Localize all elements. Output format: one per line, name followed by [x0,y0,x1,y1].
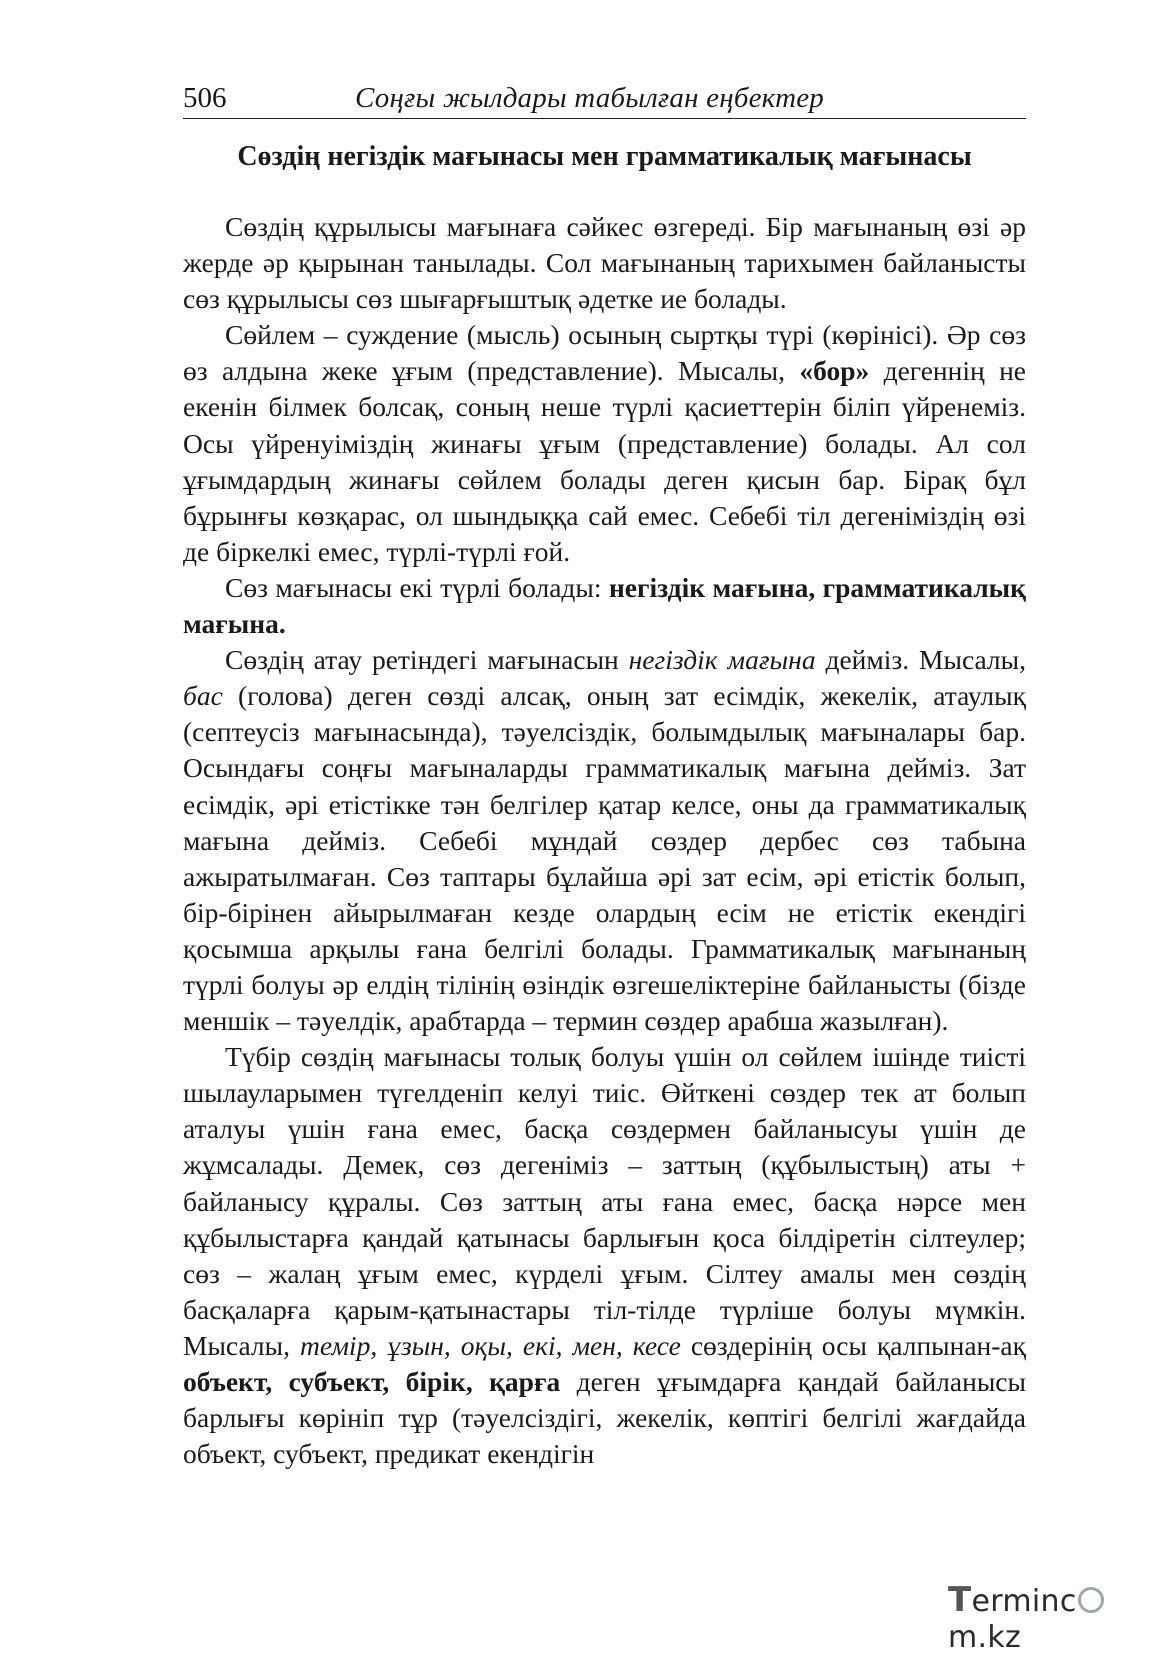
italic-term: негіздік мағына [628,644,816,676]
paragraph-3: Сөз мағынасы екі түрлі болады: негіздік мағына, грамматикалық мағына. [183,571,1026,640]
running-title: Соңғы жылдары табылған еңбектер [355,82,824,114]
italic-term: темір, ұзын, оқы, екі, мен, кесе [300,1329,681,1361]
page-header [183,80,1026,119]
bold-term: негіздік мағына, грамматикалық мағына. [183,571,1026,640]
page-number: 506 [183,82,227,114]
body-text [183,209,1026,1472]
termincom-watermark: Termincm.kz [948,1580,1148,1620]
circle-o-icon [1078,1587,1104,1613]
paragraph-4: Сөздің атау ретіндегі мағынасын негіздік мағына дейміз. Мысалы, бас (голова) деген сөзді алсақ, оның зат есімдік, жекелік, атаулық (септеусіз мағынасында), тәуелсіздік, болымдылық мағыналары бар. Осындағы соңғы мағыналарды грамматикалық мағына дейміз. Зат есімдік, әрі етістікке тән белгілер қатар келсе, оны да грамматикалық мағына дейміз. Себебі мұндай сөздер дербес сөз табына ажыратылмаған. Сөз таптары бұлайша әрі зат есім, әрі етістік болып, бір-бірінен айырылмаған кезде олардың есім не етістік екендігі қосымша арқылы ғана белгілі болады. Грамматикалық мағынаның түрлі болуы әр елдің тілінің өзіндік өзгешеліктеріне байланысты (бізде меншік – тәуелдік, арабтарда – термин сөздер арабша жазылған). [183,644,1027,1037]
paragraph-1: Сөздің құрылысы мағынаға сәйкес өзгереді. Бір мағынаның өзі әр жерде әр қырынан танылады. Сол мағынаның тарихымен байланысты сөз құрылысы сөз шығарғыштық әдетке ие болады. [183,211,1026,315]
bold-term: объект, субъект, бірік, қарға [183,1366,561,1397]
paragraph-5: Түбір сөздің мағынасы толық болуы үшін ол сөйлем ішінде тиісті шылауларымен түгелденіп келуі тиіс. Өйткені сөздер тек ат болып аталуы үшін ғана емес, басқа сөздермен байланысуы үшін де жұмсалады. Демек, сөз дегеніміз – заттың (құбылыстың) аты + байланысу құралы. Сөз заттың аты ғана емес, басқа нәрсе мен құбылыстарға қандай қатынасы барлығын қоса білдіретін сілтеулер; сөз – жалаң ұғым емес, күрделі ұғым. Сілтеу амалы мен сөздің басқаларға қарым-қатынастары тіл-тілде түрліше болуы мүмкін. Мысалы, темір, ұзын, оқы, екі, мен, кесе сөздерінің осы қалпынан-ақ объект, субъект, бірік, қарға деген ұғымдарға қандай байланысы барлығы көрініп тұр (тәуелсіздігі, жекелік, көптігі белгілі жағдайда объект, субъект, предикат екендігін [183,1041,1026,1470]
section-heading: Сөздің негіздік мағынасы мен грамматикалық мағынасы [237,141,972,172]
paragraph-2: Сөйлем – суждение (мысль) осының сыртқы түрі (көрінісі). Әр сөз өз алдына жеке ұғым (представление). Мысалы, «бор» дегеннің не екенін білмек болсақ, соның неше түрлі қасиеттерін біліп үйренеміз. Осы үйренуіміздің жинағы ұғым (представление) болады. Ал сол ұғымдардың жинағы сөйлем болады деген қисын бар. Бірақ бұл бұрынғы көзқарас, ол шындыққа сай емес. Себебі тіл дегеніміздің өзі де біркелкі емес, түрлі-түрлі ғой. [183,319,1026,567]
bold-term: «бор» [799,355,870,387]
italic-term: бас [183,680,223,712]
